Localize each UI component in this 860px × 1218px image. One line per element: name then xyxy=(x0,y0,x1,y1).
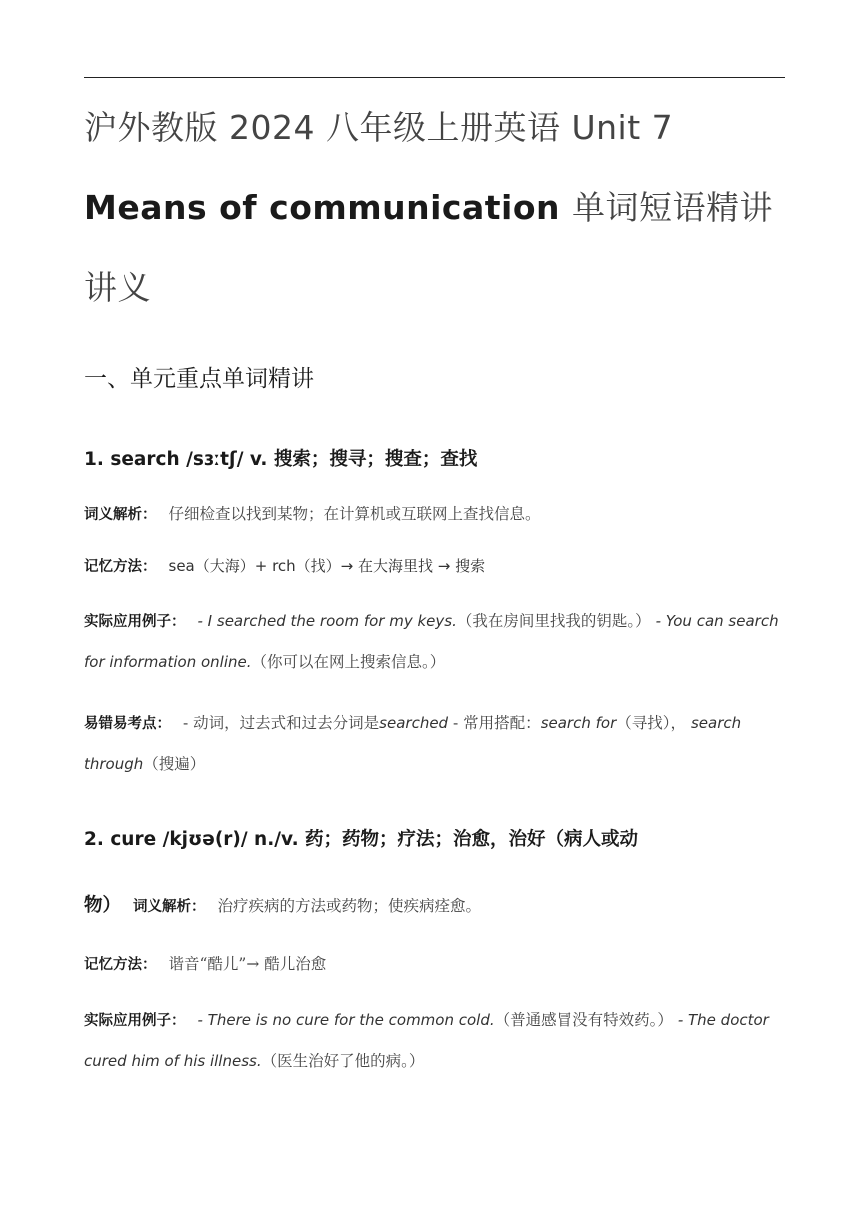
example-zh: （医生治好了他的病。） xyxy=(261,1052,425,1070)
entry-meaning xyxy=(84,494,784,535)
example-en: - You can search for information online. xyxy=(84,612,779,671)
pitfall-text: - 常用搭配： xyxy=(453,714,541,732)
pitfall-term: search for xyxy=(540,714,617,732)
meaning-text: 仔细检查以找到某物；在计算机或互联网上查找信息。 xyxy=(168,505,541,523)
section-heading: 一、单元重点单词精讲 xyxy=(84,366,314,392)
title-part2: Means of communication xyxy=(84,188,561,227)
memory-label: 记忆方法： xyxy=(84,559,157,575)
meaning-label: 词义解析： xyxy=(84,507,157,523)
header-rule xyxy=(84,77,785,78)
title-part1: 沪外教版 2024 八年级上册英语 Unit 7 xyxy=(84,108,674,147)
entry-memory xyxy=(84,944,784,985)
meaning-label: 词义解析： xyxy=(133,899,206,915)
entry-heading-search: 1. search /sɜːtʃ/ v. 搜索；搜寻；搜查；查找 xyxy=(84,449,478,470)
pitfall-text: - 动词，过去式和过去分词是 xyxy=(183,714,380,732)
title-part4: 讲义 xyxy=(84,268,151,307)
examples-label: 实际应用例子： xyxy=(84,614,186,630)
meaning-text: 治疗疾病的方法或药物；使疾病痊愈。 xyxy=(217,897,482,915)
entry-pitfalls xyxy=(84,703,784,784)
example-zh: （普通感冒没有特效药。） xyxy=(494,1011,673,1029)
example-en: - I searched the room for my keys. xyxy=(197,612,457,630)
title-part3: 单词短语精讲 xyxy=(572,188,774,227)
memory-text: 谐音“酷儿”→ 酷儿治愈 xyxy=(168,955,327,973)
memory-label: 记忆方法： xyxy=(84,957,157,973)
example-zh: （你可以在网上搜索信息。） xyxy=(251,653,446,671)
entry-heading-cure: 2. cure /kjʊə(r)/ n./v. 药；药物；疗法；治愈，治好（病人或动 xyxy=(84,829,639,850)
example-en: - There is no cure for the common cold. xyxy=(197,1011,495,1029)
entry-memory xyxy=(84,546,784,587)
pitfall-text: （搜遍） xyxy=(143,755,206,773)
entry-examples xyxy=(84,1000,784,1081)
entry-examples xyxy=(84,601,784,682)
example-en: - The doctor cured him of his illness. xyxy=(84,1011,769,1070)
entry-heading-cure-continued: 物） xyxy=(84,895,122,916)
example-zh: （我在房间里找我的钥匙。） xyxy=(456,612,651,630)
examples-label: 实际应用例子： xyxy=(84,1013,186,1029)
pitfall-term: search through xyxy=(84,714,742,773)
pitfall-text: （寻找）， xyxy=(616,714,687,732)
memory-text: sea（大海）+ rch（找）→ 在大海里找 → 搜索 xyxy=(168,557,486,575)
pitfalls-label: 易错易考点： xyxy=(84,716,171,732)
document-title xyxy=(84,88,784,328)
pitfall-term: searched xyxy=(379,714,449,732)
entry-meaning xyxy=(84,886,784,927)
